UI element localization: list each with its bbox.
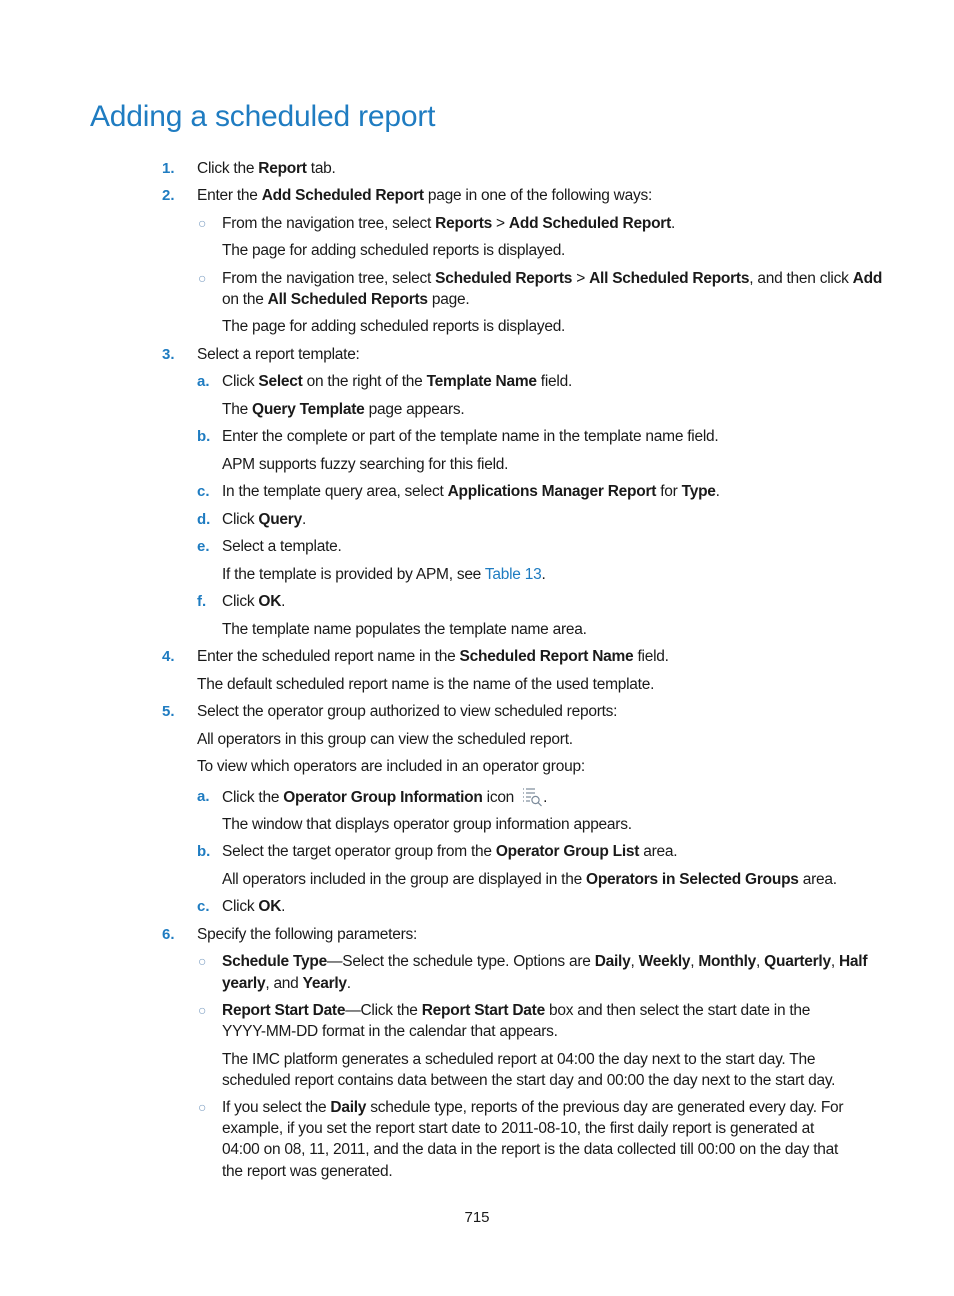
step-text: Enter the Add Scheduled Report page in one of the following ways:	[197, 187, 653, 204]
option-note: The IMC platform generates a scheduled report at 04:00 the day next to the start day. The	[222, 1051, 816, 1068]
page-title: Adding a scheduled report	[90, 100, 436, 133]
substep-text: Select the target operator group from the Operator Group List area.	[222, 843, 678, 860]
option-note: The page for adding scheduled reports is displayed.	[222, 242, 566, 259]
option-text: From the navigation tree, select Reports > Add Scheduled Report.	[222, 215, 676, 232]
bullet-circle: ○	[198, 270, 207, 286]
bullet-circle: ○	[198, 1099, 207, 1115]
step-note: To view which operators are included in an operator group:	[197, 758, 585, 775]
substep-letter: a.	[197, 373, 210, 390]
substep-letter: f.	[197, 593, 207, 610]
option-text: Report Start Date—Click the Report Start Date box and then select the start date in the	[222, 1002, 811, 1019]
option-note: The page for adding scheduled reports is displayed.	[222, 318, 566, 335]
substep-text: Click Query.	[222, 511, 307, 528]
page-number: 715	[464, 1209, 490, 1226]
operator-group-information-icon	[521, 786, 543, 814]
substep-note: The template name populates the template name area.	[222, 621, 587, 638]
substep-note: The window that displays operator group information appears.	[222, 816, 632, 833]
option-text-cont: 04:00 on 08, 11, 2011, and the data in the report is the data collected till 00:00 on the day that	[222, 1141, 839, 1158]
option-text-cont: yearly, and Yearly.	[222, 975, 351, 992]
step-text: Specify the following parameters:	[197, 926, 418, 943]
step-number: 3.	[162, 346, 175, 363]
step-text: Select the operator group authorized to view scheduled reports:	[197, 703, 618, 720]
step-number: 5.	[162, 703, 175, 720]
step-note: The default scheduled report name is the name of the used template.	[197, 676, 655, 693]
substep-letter: b.	[197, 428, 211, 445]
substep-letter: b.	[197, 843, 211, 860]
step-note: All operators in this group can view the scheduled report.	[197, 731, 573, 748]
step-number: 4.	[162, 648, 175, 665]
option-text-cont: the report was generated.	[222, 1163, 393, 1180]
option-text: If you select the Daily schedule type, reports of the previous day are generated every day. For	[222, 1099, 844, 1116]
option-text-cont: on the All Scheduled Reports page.	[222, 291, 470, 308]
option-text-cont: example, if you set the report start date to 2011-08-10, the first daily report is generated at	[222, 1120, 814, 1137]
substep-letter: d.	[197, 511, 211, 528]
substep-text: Click Select on the right of the Template Name field.	[222, 373, 573, 390]
bullet-circle: ○	[198, 953, 207, 969]
substep-letter: a.	[197, 788, 210, 805]
option-note: scheduled report contains data between the start day and 00:00 the day next to the start day.	[222, 1072, 836, 1089]
substep-text: Enter the complete or part of the template name in the template name field.	[222, 428, 719, 445]
substep-note: All operators included in the group are displayed in the Operators in Selected Groups area.	[222, 871, 837, 888]
substep-note: APM supports fuzzy searching for this field.	[222, 456, 509, 473]
step-text: Enter the scheduled report name in the Scheduled Report Name field.	[197, 648, 669, 665]
substep-text: Click the Operator Group Information icon .	[222, 786, 547, 814]
step-number: 1.	[162, 160, 175, 177]
step-number: 6.	[162, 926, 175, 943]
substep-text: In the template query area, select Applications Manager Report for Type.	[222, 483, 720, 500]
substep-letter: c.	[197, 898, 210, 915]
substep-note: The Query Template page appears.	[222, 401, 465, 418]
bullet-circle: ○	[198, 215, 207, 231]
substep-letter: c.	[197, 483, 210, 500]
step-text: Click the Report tab.	[197, 160, 336, 177]
option-text: From the navigation tree, select Scheduled Reports > All Scheduled Reports, and then click Add	[222, 270, 883, 287]
step-text: Select a report template:	[197, 346, 360, 363]
table-13-link[interactable]: Table 13	[484, 566, 542, 583]
option-text: Schedule Type—Select the schedule type. Options are Daily, Weekly, Monthly, Quarterly, Half	[222, 953, 868, 970]
substep-text: Select a template.	[222, 538, 342, 555]
substep-text: Click OK.	[222, 898, 286, 915]
option-text-cont: YYYY-MM-DD format in the calendar that appears.	[222, 1023, 558, 1040]
substep-note: If the template is provided by APM, see Table 13.	[222, 566, 546, 583]
step-number: 2.	[162, 187, 175, 204]
substep-letter: e.	[197, 538, 210, 555]
substep-text: Click OK.	[222, 593, 286, 610]
bullet-circle: ○	[198, 1002, 207, 1018]
